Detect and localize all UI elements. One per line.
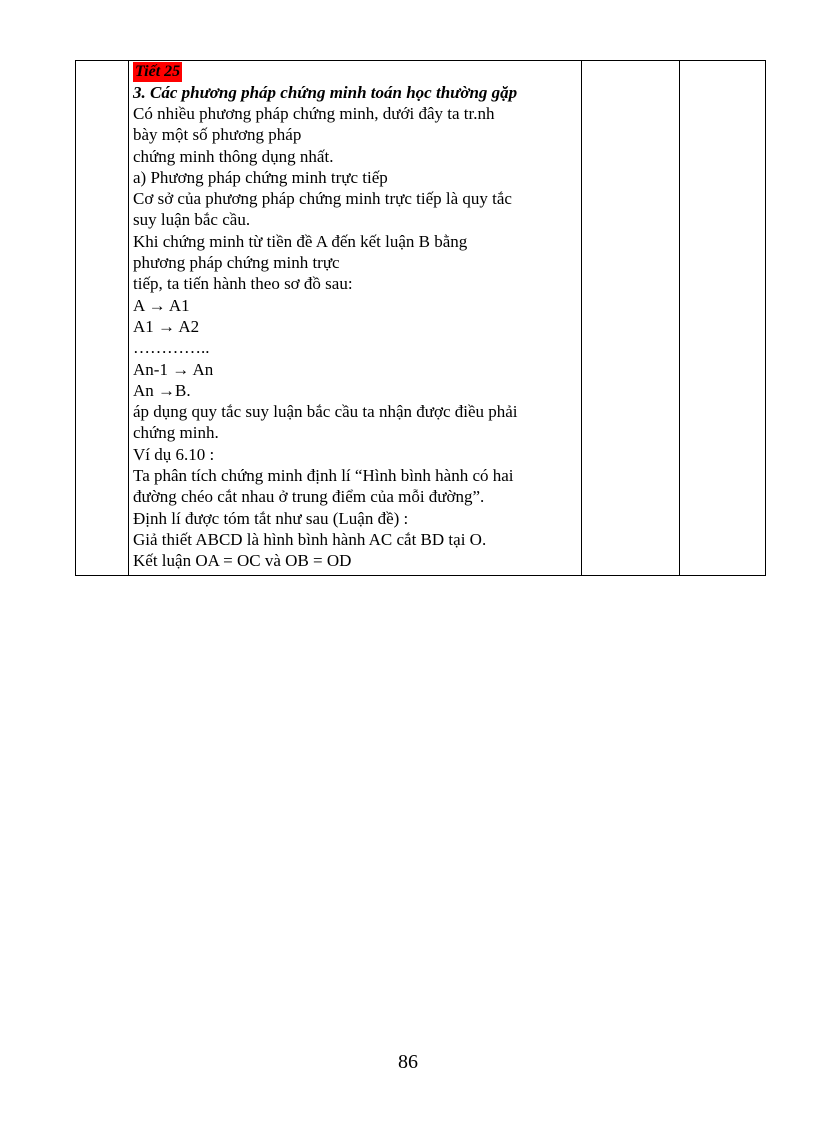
- text-line: chứng minh thông dụng nhất.: [133, 146, 334, 166]
- text-line: chứng minh.: [133, 423, 219, 443]
- text-line: đường chéo cắt nhau ở trung điểm của mỗi đường”.: [133, 487, 485, 507]
- text-line: An →B.: [133, 380, 191, 400]
- text-line: bày một số phương pháp: [133, 125, 302, 145]
- table-cell-middle-right: [582, 61, 680, 575]
- text-line: tiếp, ta tiến hành theo sơ đồ sau:: [133, 274, 353, 294]
- text-line: phương pháp chứng minh trực: [133, 253, 340, 273]
- text-line: …………..: [133, 338, 210, 358]
- text-line: Khi chứng minh từ tiền đề A đến kết luận B bằng: [133, 231, 468, 251]
- text-line: An-1 → An: [133, 359, 214, 379]
- text-line: Ví dụ 6.10 :: [133, 444, 215, 464]
- text-line: Giả thiết ABCD là hình bình hành AC cắt BD tại O.: [133, 529, 487, 549]
- lesson-label-row: [133, 62, 581, 82]
- text-line: Cơ sở của phương pháp chứng minh trực tiếp là quy tắc: [133, 189, 512, 209]
- table-cell-content: [129, 61, 582, 575]
- page-number: 86: [398, 1051, 418, 1073]
- text-line: Ta phân tích chứng minh định lí “Hình bình hành có hai: [133, 466, 514, 486]
- text-line: Có nhiều phương pháp chứng minh, dưới đây ta tr.nh: [133, 104, 495, 123]
- lesson-label: Tiết 25: [135, 63, 181, 80]
- table-cell-left: [76, 61, 129, 575]
- text-line: áp dụng quy tắc suy luận bắc cầu ta nhận được điều phải: [133, 402, 518, 422]
- section-heading: 3. Các phương pháp chứng minh toán học thường gặp: [133, 83, 518, 102]
- lesson-table: [75, 60, 766, 576]
- text-line: a) Phương pháp chứng minh trực tiếp: [133, 167, 388, 187]
- text-line: Kết luận OA = OC và OB = OD: [133, 551, 352, 571]
- table-cell-right: [680, 61, 765, 575]
- text-line: A1 → A2: [133, 316, 200, 336]
- text-line: A → A1: [133, 295, 190, 315]
- content-lines: [133, 103, 581, 572]
- text-line: suy luận bắc cầu.: [133, 210, 251, 230]
- text-line: Định lí được tóm tắt như sau (Luận đề) :: [133, 508, 409, 528]
